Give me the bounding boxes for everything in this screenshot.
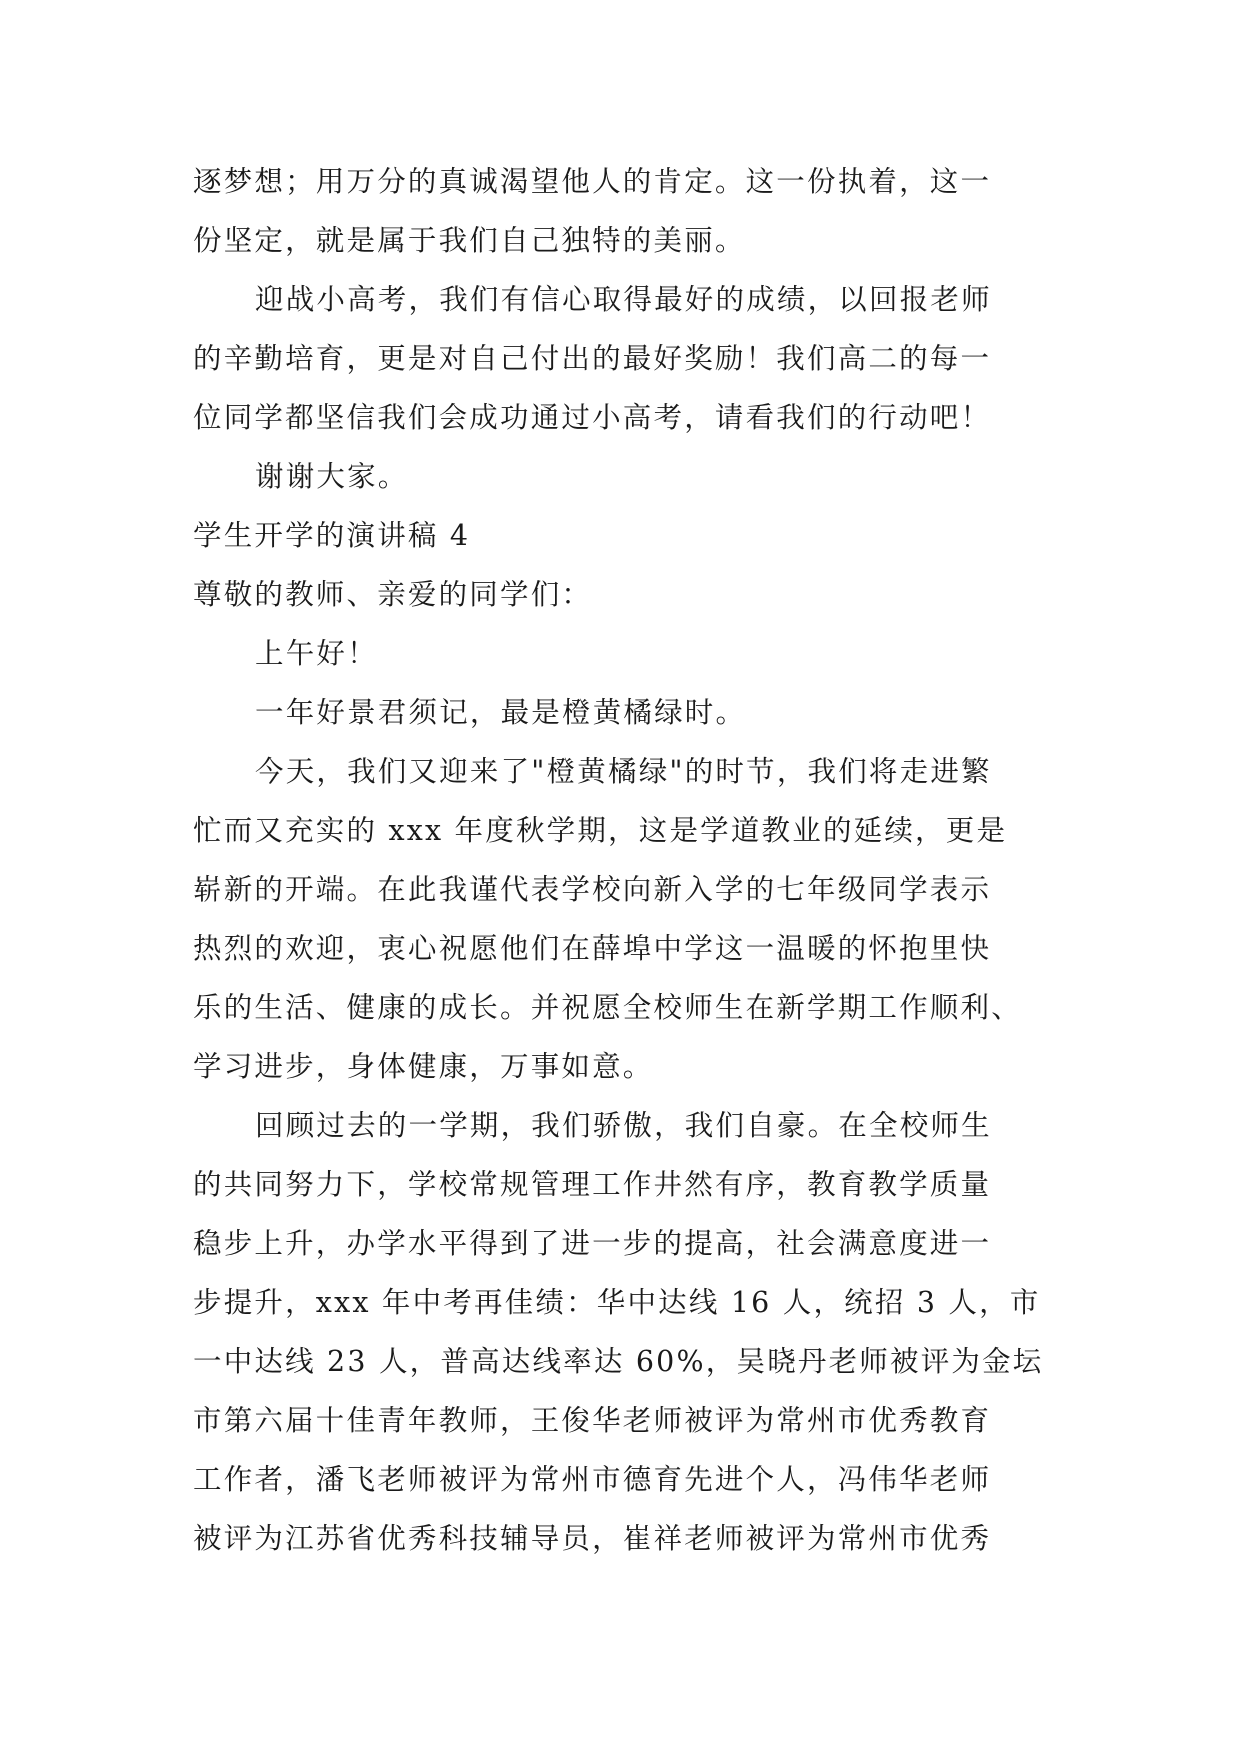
- text-line: 被评为江苏省优秀科技辅导员，崔祥老师被评为常州市优秀: [193, 1522, 992, 1555]
- text-line: 学习进步，身体健康，万事如意。: [193, 1050, 654, 1083]
- text-line: 崭新的开端。在此我谨代表学校向新入学的七年级同学表示: [193, 873, 992, 906]
- text-line: 迎战小高考，我们有信心取得最好的成绩，以回报老师: [255, 283, 992, 316]
- text-line: 热烈的欢迎，衷心祝愿他们在薛埠中学这一温暖的怀抱里快: [193, 932, 992, 965]
- text-line: 工作者，潘飞老师被评为常州市德育先进个人，冯伟华老师: [193, 1463, 992, 1496]
- document-body: [193, 152, 1053, 1568]
- text-line: 今天，我们又迎来了"橙黄橘绿"的时节，我们将走进繁: [255, 755, 992, 788]
- text-line: 市第六届十佳青年教师，王俊华老师被评为常州市优秀教育: [193, 1404, 992, 1437]
- text-line: 学生开学的演讲稿 4: [193, 519, 471, 552]
- text-line: 谢谢大家。: [255, 460, 409, 493]
- text-line: 一中达线 23 人，普高达线率达 60%，吴晓丹老师被评为金坛: [193, 1345, 1044, 1378]
- text-line: 步提升，xxx 年中考再佳绩：华中达线 16 人，统招 3 人，市: [193, 1286, 1041, 1319]
- text-line: 份坚定，就是属于我们自己独特的美丽。: [193, 224, 746, 257]
- text-line: 稳步上升，办学水平得到了进一步的提高，社会满意度进一: [193, 1227, 992, 1260]
- text-line: 的共同努力下，学校常规管理工作井然有序，教育教学质量: [193, 1168, 992, 1201]
- text-line: 的辛勤培育，更是对自己付出的最好奖励！我们高二的每一: [193, 342, 992, 375]
- text-line: 回顾过去的一学期，我们骄傲，我们自豪。在全校师生: [255, 1109, 992, 1142]
- text-line: 逐梦想；用万分的真诚渴望他人的肯定。这一份执着，这一: [193, 165, 992, 198]
- text-line: 位同学都坚信我们会成功通过小高考，请看我们的行动吧！: [193, 401, 992, 434]
- text-line: 上午好！: [255, 637, 378, 670]
- text-line: 尊敬的教师、亲爱的同学们：: [193, 578, 593, 611]
- text-line: 一年好景君须记，最是橙黄橘绿时。: [255, 696, 747, 729]
- text-line: 忙而又充实的 xxx 年度秋学期，这是学道教业的延续，更是: [193, 814, 1008, 847]
- text-line: 乐的生活、健康的成长。并祝愿全校师生在新学期工作顺利、: [193, 991, 1022, 1024]
